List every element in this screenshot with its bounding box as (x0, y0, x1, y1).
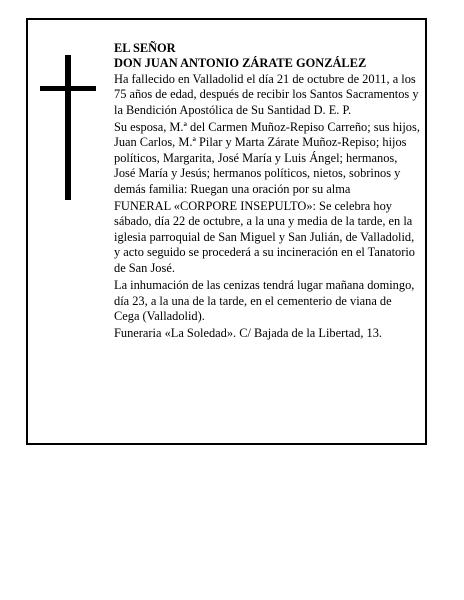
notice-body (114, 41, 420, 344)
family-paragraph: Su esposa, M.ª del Carmen Muñoz-Repiso Carreño; sus hijos, Juan Carlos, M.ª Pilar y Marta Zárate Muñoz-Repiso; hijos políticos, Margarita, José María y Luis Ángel; hermanos, José María y Jesús; hermanos políticos, nietos, sobrinos y demás familia: Ruegan una oración por su alma (114, 120, 420, 196)
cross-horizontal-bar (40, 86, 96, 91)
death-announcement: Ha fallecido en Valladolid el día 21 de octubre de 2011, a los 75 años de edad, después de recibir los Santos Sacramentos y la Bendición Apostólica de Su Santidad D. E. P. (114, 71, 419, 117)
burial-paragraph: La inhumación de las cenizas tendrá lugar mañana domingo, día 23, a la una de la tarde, en el cementerio de viana de Cega (Valladolid). (114, 278, 415, 323)
honorific: EL SEÑOR (114, 41, 176, 55)
funeral-home-paragraph: Funeraria «La Soledad». C/ Bajada de la Libertad, 13. (114, 326, 383, 341)
cross-vertical-bar (65, 55, 71, 200)
obituary-notice (26, 18, 427, 445)
cross-icon (40, 55, 96, 200)
deceased-name: DON JUAN ANTONIO ZÁRATE GONZÁLEZ (114, 56, 367, 71)
funeral-paragraph: FUNERAL «CORPORE INSEPULTO»: Se celebra hoy sábado, día 22 de octubre, a la una y media de la tarde, en la iglesia parroquial de San Miguel y San Julián, de Valladolid, y acto seguido se procederá a su incineración en el Tanatorio de San José. (114, 199, 415, 275)
